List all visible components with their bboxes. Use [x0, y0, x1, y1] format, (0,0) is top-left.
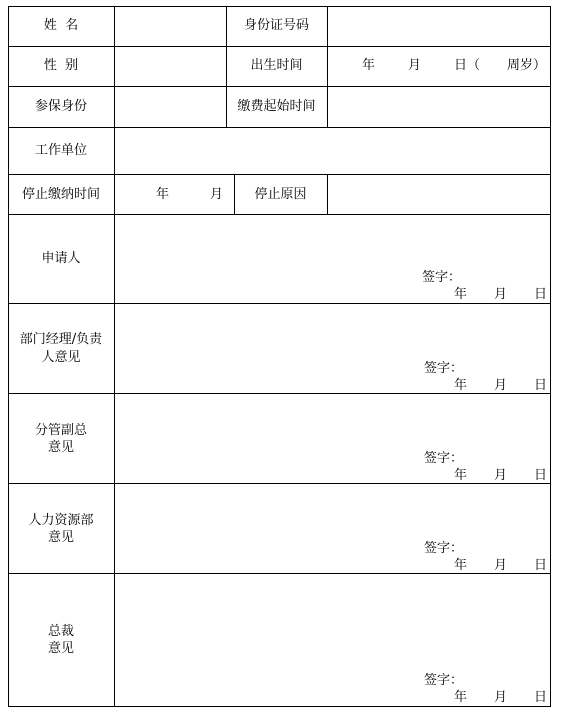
dept-manager-day-unit: 日 [534, 378, 548, 393]
president-label-line2: 意见 [47, 641, 74, 656]
gender-label: 性 别 [43, 58, 79, 73]
vice-president-opinion-field[interactable] [115, 394, 550, 483]
president-month-unit: 月 [494, 690, 508, 705]
birth-year-unit: 年 [362, 58, 376, 73]
hr-dept-opinion-field[interactable] [115, 484, 550, 573]
birth-time-label: 出生时间 [250, 58, 303, 73]
hr-dept-sign-label: 签字： [424, 541, 464, 556]
president-label-line1: 总裁 [47, 624, 74, 639]
applicant-sign-label: 签字： [422, 270, 462, 285]
applicant-day-unit: 日 [534, 287, 548, 302]
work-unit-field[interactable] [115, 128, 550, 174]
id-number-field[interactable] [328, 7, 550, 46]
birth-day-unit: 日（ [454, 58, 481, 73]
hr-dept-year-unit: 年 [454, 558, 468, 573]
vice-president-sign-label: 签字： [424, 451, 464, 466]
stop-month-unit: 月 [210, 187, 224, 202]
applicant-month-unit: 月 [494, 287, 508, 302]
president-day-unit: 日 [534, 690, 548, 705]
vice-president-label-line1: 分管副总 [34, 423, 87, 438]
vice-president-year-unit: 年 [454, 468, 468, 483]
grid-line [8, 706, 551, 707]
dept-manager-sign-label: 签字： [424, 361, 464, 376]
applicant-opinion-field[interactable] [115, 215, 550, 303]
dept-manager-month-unit: 月 [494, 378, 508, 393]
grid-line [550, 6, 551, 707]
work-unit-label: 工作单位 [34, 143, 87, 158]
dept-manager-label-line2: 人意见 [41, 350, 81, 365]
hr-dept-month-unit: 月 [494, 558, 508, 573]
applicant-year-unit: 年 [454, 287, 468, 302]
vice-president-month-unit: 月 [494, 468, 508, 483]
hr-dept-label-line2: 意见 [47, 530, 74, 545]
president-year-unit: 年 [454, 690, 468, 705]
applicant-label: 申请人 [41, 251, 81, 266]
president-sign-label: 签字： [424, 673, 464, 688]
dept-manager-year-unit: 年 [454, 378, 468, 393]
insured-identity-label: 参保身份 [34, 99, 87, 114]
name-label: 姓 名 [43, 18, 79, 33]
stop-reason-label: 停止原因 [254, 187, 307, 202]
grid-line [8, 46, 551, 47]
id-number-label: 身份证号码 [243, 18, 309, 33]
vice-president-day-unit: 日 [534, 468, 548, 483]
payment-start-label: 缴费起始时间 [237, 99, 316, 114]
dept-manager-opinion-field[interactable] [115, 304, 550, 393]
hr-dept-label-line1: 人力资源部 [28, 513, 94, 528]
stop-reason-field[interactable] [328, 175, 550, 214]
name-field[interactable] [115, 7, 226, 46]
insured-identity-field[interactable] [115, 87, 226, 127]
stop-year-unit: 年 [156, 187, 170, 202]
birth-month-unit: 月 [408, 58, 422, 73]
dept-manager-label-line1: 部门经理/负责 [19, 332, 103, 347]
hr-dept-day-unit: 日 [534, 558, 548, 573]
president-opinion-field[interactable] [115, 574, 550, 706]
payment-start-field[interactable] [328, 87, 550, 127]
stop-time-label: 停止缴纳时间 [21, 187, 100, 202]
gender-field[interactable] [115, 47, 226, 86]
vice-president-label-line2: 意见 [47, 440, 74, 455]
age-unit: 周岁） [507, 58, 547, 73]
